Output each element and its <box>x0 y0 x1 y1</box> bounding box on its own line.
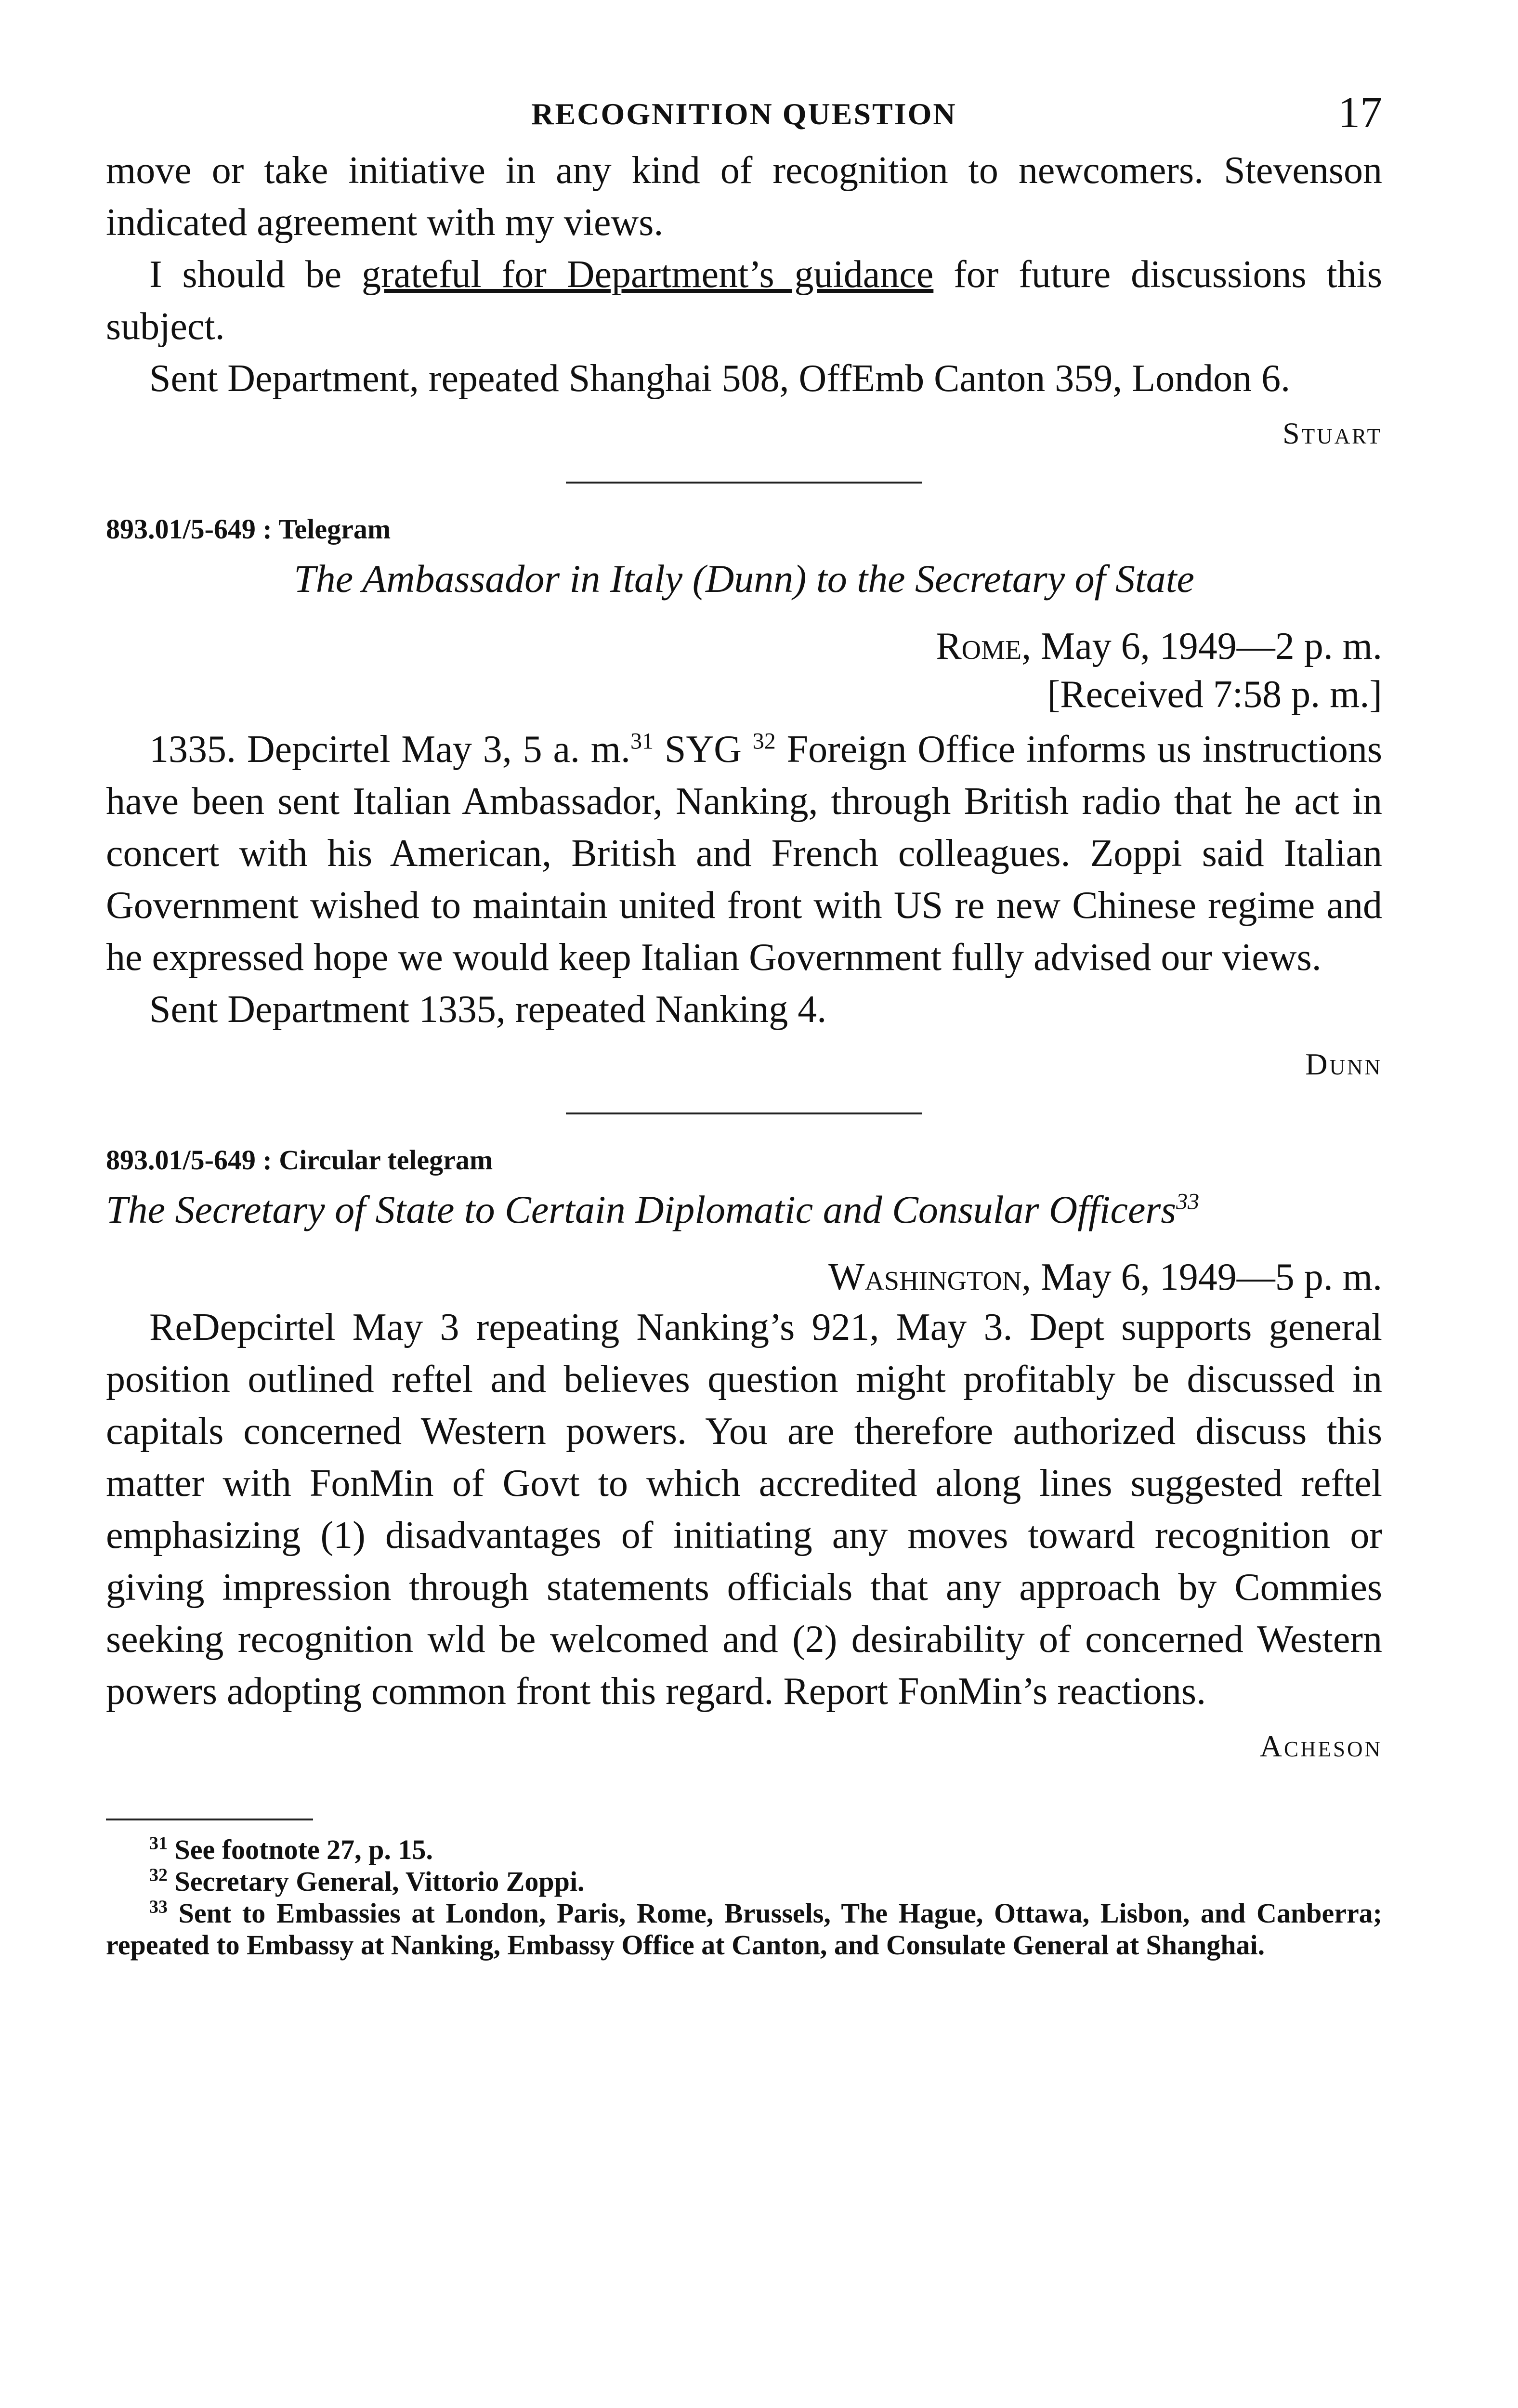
running-title: RECOGNITION QUESTION <box>531 97 957 131</box>
paragraph: Sent Department, repeated Shanghai 508, OffEmb Canton 359, London 6. <box>149 357 1291 400</box>
footnote <box>106 1834 1382 1866</box>
document-page <box>106 87 1382 1961</box>
dateline-place: Rome, <box>936 625 1032 667</box>
signature-acheson: Acheson <box>1259 1729 1382 1763</box>
text-run: 1335. Depcirtel May 3, 5 a. m. <box>149 728 631 771</box>
section-circular-telegram <box>106 1143 1382 1766</box>
paragraph <box>106 249 1382 353</box>
section-divider <box>566 1112 922 1114</box>
footnote-number: 32 <box>149 1865 168 1885</box>
paragraph <box>106 723 1382 983</box>
section-stuart-continuation <box>106 144 1382 453</box>
signature-stuart: Stuart <box>1282 416 1382 450</box>
page-number: 17 <box>1338 88 1382 137</box>
footnote-ref: 32 <box>752 728 776 754</box>
dateline-date: May 6, 1949—2 p. m. <box>1031 625 1382 667</box>
document-title <box>106 1186 1382 1234</box>
footnote-number: 31 <box>149 1833 168 1854</box>
paragraph: ReDepcirtel May 3 repeating Nanking’s 921, May 3. Dept supports general position outlined reftel and believes question might profitably be discussed in capitals concerned Western powers. You are therefore authorized discuss this matter with FonMin of Govt to which accredited along lines suggested reftel emphasizing (1) disadvantages of initiating any moves toward recognition or giving impression through statements officials that any approach by Commies seeking recognition wld be welcomed and (2) desirability of concerned Western powers adopting common front this regard. Report FonMin’s reactions. <box>106 1306 1382 1713</box>
dateline <box>106 622 1382 670</box>
footnote-text: Secretary General, Vittorio Zoppi. <box>168 1866 585 1897</box>
footnote <box>106 1866 1382 1898</box>
footnote-divider <box>106 1819 313 1820</box>
text-run: I should be <box>149 253 362 296</box>
document-title: The Ambassador in Italy (Dunn) to the Secretary of State <box>294 557 1194 601</box>
title-text: The Secretary of State to Certain Diplomatic and Consular Officers <box>106 1188 1177 1231</box>
footnote <box>106 1898 1382 1961</box>
section-dunn-telegram <box>106 512 1382 1084</box>
received-line: [Received 7:58 p. m.] <box>1047 673 1382 716</box>
section-divider <box>566 482 922 484</box>
dateline <box>106 1253 1382 1301</box>
footnotes <box>106 1834 1382 1961</box>
footnote-ref: 31 <box>630 728 654 754</box>
file-reference: 893.01/5-649 : Circular telegram <box>106 1144 493 1176</box>
footnote-ref: 33 <box>1176 1189 1200 1215</box>
file-reference: 893.01/5-649 : Telegram <box>106 513 391 545</box>
text-run: for future discussions this subject. <box>106 253 1382 348</box>
dateline-date: May 6, 1949—5 p. m. <box>1031 1256 1382 1298</box>
text-run: SYG <box>654 728 753 771</box>
paragraph: move or take initiative in any kind of recognition to newcomers. Stevenson indicated agreement with my views. <box>106 149 1382 244</box>
footnote-text: Sent to Embassies at London, Paris, Rome, Brussels, The Hague, Ottawa, Lisbon, and Canberra; repeated to Embassy at Nanking, Embassy Office at Canton, and Consulate General at Shanghai. <box>106 1898 1382 1961</box>
text-run: Foreign Office informs us instructions have been sent Italian Ambassador, Nanking, through British radio that he act in concert with his American, British and French colleagues. Zoppi said Italian Government wished to maintain united front with US re new Chinese regime and he expressed hope we would keep Italian Government fully advised our views. <box>106 728 1382 979</box>
running-header <box>106 87 1382 144</box>
dateline-place: Washington, <box>828 1256 1032 1298</box>
footnote-number: 33 <box>149 1897 168 1917</box>
footnote-text: See footnote 27, p. 15. <box>168 1834 433 1865</box>
underlined-text: grateful for Department’s guidance <box>362 253 934 296</box>
paragraph: Sent Department 1335, repeated Nanking 4. <box>149 988 827 1031</box>
signature-dunn: Dunn <box>1305 1047 1382 1081</box>
